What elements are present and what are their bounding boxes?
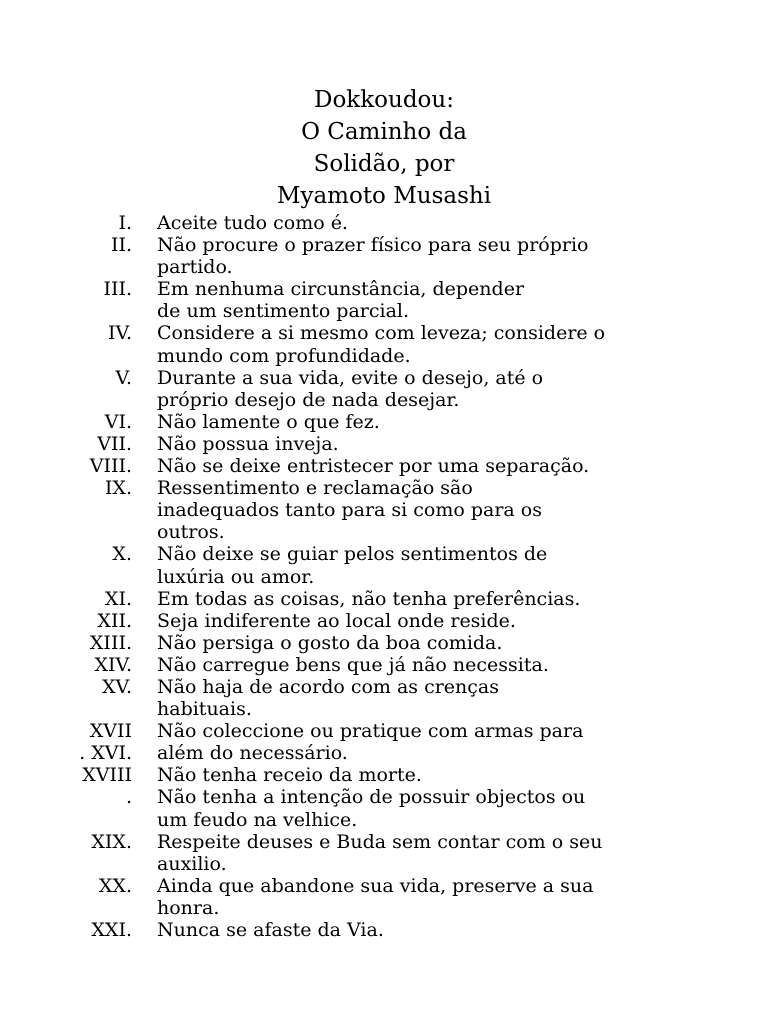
list-item-line: Aceite tudo como é. [157,212,348,234]
list-item [0,455,768,477]
list-item-number: X. [112,543,132,566]
list-item-line: Não tenha a intenção de possuir objectos ou [157,786,586,809]
list-item-line: Durante a sua vida, evite o desejo, até o [157,366,544,389]
list-item-line: Não possua inveja. [157,432,339,455]
list-item-number: XX. [98,874,132,897]
list-item [0,477,768,543]
list-item-text [157,543,657,587]
list-item [0,610,768,632]
precepts-list [0,212,768,941]
list-item [0,919,768,941]
list-item-line: Não lamente o que fez. [157,410,380,433]
list-item-text [157,477,657,543]
list-item-line: de um sentimento parcial. [157,300,410,323]
list-item [0,720,768,830]
list-item [0,234,768,278]
list-item-text [157,919,657,941]
list-item-number: III. [103,278,132,301]
list-item-text [157,831,657,875]
list-item-line: Não deixe se guiar pelos sentimentos de [157,543,548,566]
list-item-text [157,367,657,411]
list-item-text [157,632,657,654]
list-item-text [157,212,657,234]
list-item-line: Não procure o prazer físico para seu próprio [157,234,589,257]
list-item-line: Considere a si mesmo com leveza; considere o [157,322,606,345]
list-item-number: I. [118,212,132,234]
list-item-line: próprio desejo de nada desejar. [157,388,460,411]
list-item-line: além do necessário. [157,742,348,765]
list-item [0,433,768,455]
title-line: Solidão, por [313,151,455,177]
list-item-line: Não persiga o gosto da boa comida. [157,631,503,654]
list-item-number: VIII. [89,455,132,478]
list-item [0,875,768,919]
list-item-line: auxilio. [157,852,227,875]
list-item [0,831,768,875]
list-item-text [157,875,657,919]
list-item-line: Não coleccione ou pratique com armas para [157,720,584,743]
list-item-number: VII. [97,432,132,455]
list-item [0,543,768,587]
list-item-text [157,433,657,455]
list-item-line: inadequados tanto para si como para os [157,499,542,522]
list-item-line: honra. [157,896,220,919]
list-item-text [157,411,657,433]
list-item-line: Não carregue bens que já não necessita. [157,653,549,676]
list-item [0,278,768,322]
list-item-line: Não tenha receio da morte. [157,764,422,787]
list-item-number: XI. [104,587,132,610]
list-item-text [157,588,657,610]
list-item-number: V. [115,366,132,389]
list-item-line: Ressentimento e reclamação são [157,477,473,500]
list-item-number: XIII. [89,631,132,654]
list-item-line: Não haja de acordo com as crenças [157,675,500,698]
list-item-line: Seja indiferente ao local onde reside. [157,609,516,632]
list-item-line: partido. [157,256,233,279]
list-item-number: XII. [97,609,132,632]
list-item [0,676,768,720]
list-item [0,588,768,610]
list-item-text [157,278,657,322]
list-item-number: XVII . XVI. XVIII . [79,720,132,809]
list-item-line: Em nenhuma circunstância, depender [157,278,525,301]
list-item-text [157,234,657,278]
list-item-line: Em todas as coisas, não tenha preferências. [157,587,581,610]
title-line: Dokkoudou: [314,87,454,113]
list-item-number: II. [110,234,132,257]
list-item-text [157,720,657,830]
list-item-line: outros. [157,521,225,544]
list-item-line: luxúria ou amor. [157,565,315,588]
list-item-line: Respeite deuses e Buda sem contar com o seu [157,830,603,853]
list-item-line: Não se deixe entristecer por uma separação. [157,455,590,478]
list-item-number: XXI. [91,919,132,941]
list-item-text [157,676,657,720]
list-item [0,632,768,654]
list-item [0,212,768,234]
list-item-text [157,654,657,676]
list-item [0,322,768,366]
list-item-number: VI. [104,410,132,433]
list-item-number: IV. [108,322,132,345]
list-item-line: Ainda que abandone sua vida, preserve a sua [157,874,594,897]
list-item-text [157,322,657,366]
document-title [0,84,768,212]
title-line: O Caminho da [301,119,467,145]
list-item-text [157,610,657,632]
list-item-line: um feudo na velhice. [157,808,358,831]
list-item [0,654,768,676]
list-item-text [157,455,657,477]
title-line: Myamoto Musashi [276,183,492,209]
list-item-line: mundo com profundidade. [157,344,411,367]
list-item-number: XV. [102,675,132,698]
list-item-number: XIX. [91,830,132,853]
list-item-line: Nunca se afaste da Via. [157,919,384,941]
list-item-number: IX. [104,477,132,500]
list-item-number: XIV. [94,653,132,676]
list-item-line: habituais. [157,698,252,721]
list-item [0,411,768,433]
list-item [0,367,768,411]
